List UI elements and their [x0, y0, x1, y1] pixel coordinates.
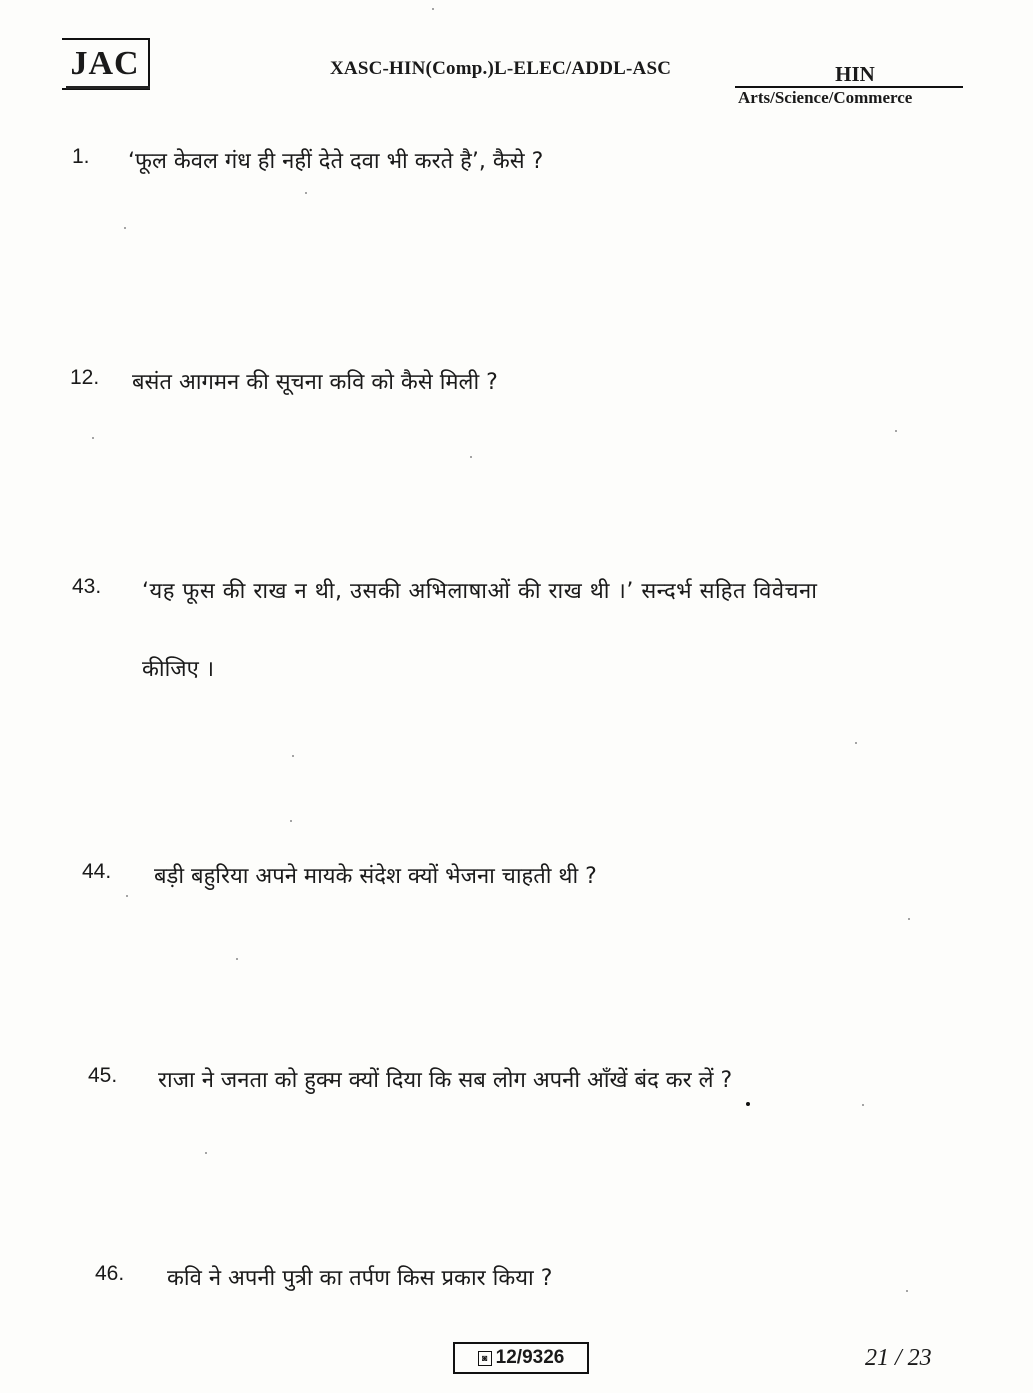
question-number: 12. [70, 366, 100, 389]
question-43 [72, 575, 817, 605]
question-1 [72, 145, 543, 175]
streams-label: Arts/Science/Commerce [738, 88, 913, 107]
question-number: 1. [72, 145, 90, 168]
question-12 [70, 366, 498, 396]
question-number: 44. [82, 860, 112, 883]
question-43-continuation: कीजिए । [142, 657, 215, 682]
booklet-icon: ◙ [478, 1351, 492, 1366]
question-text: बसंत आगमन की सूचना कवि को कैसे मिली ? [132, 370, 498, 395]
page-number: 21 / 23 [865, 1345, 932, 1371]
booklet-code: 12/9326 [495, 1347, 565, 1368]
question-number: 45. [88, 1064, 118, 1087]
paper-code: XASC-HIN(Comp.)L-ELEC/ADDL-ASC [330, 58, 672, 79]
booklet-code-box [453, 1342, 589, 1374]
subject-code: HIN [835, 62, 875, 86]
question-text: कवि ने अपनी पुत्री का तर्पण किस प्रकार किया ? [167, 1266, 553, 1291]
question-text: ‘फूल केवल गंध ही नहीं देते दवा भी करते है’, कैसे ? [128, 149, 544, 174]
jac-logo: JAC [62, 38, 150, 90]
question-text: राजा ने जनता को हुक्म क्यों दिया कि सब लोग अपनी आँखें बंद कर लें ? [158, 1068, 733, 1093]
question-45 [88, 1064, 732, 1094]
question-text: ‘यह फूस की राख न थी, उसकी अभिलाषाओं की राख थी ।’ सन्दर्भ सहित विवेचना [142, 579, 818, 604]
question-44 [82, 860, 597, 890]
question-text: बड़ी बहुरिया अपने मायके संदेश क्यों भेजना चाहती थी ? [154, 864, 597, 889]
logo-underline [66, 86, 150, 89]
question-46 [95, 1262, 552, 1292]
question-number: 46. [95, 1262, 125, 1285]
question-number: 43. [72, 575, 102, 598]
